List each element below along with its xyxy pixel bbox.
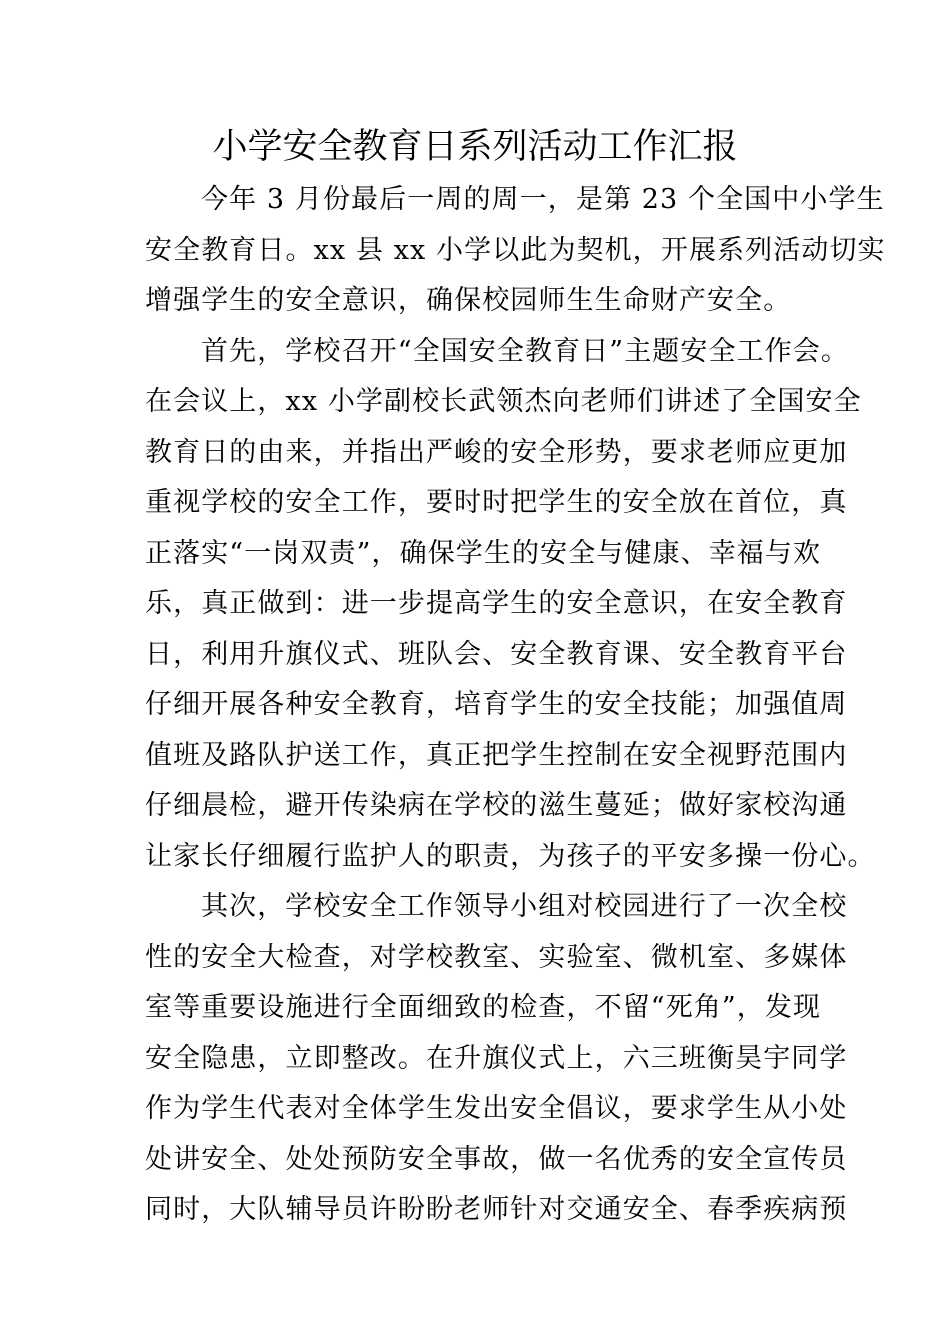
text-line: 今年 3 月份最后一周的周一，是第 23 个全国中小学生 bbox=[201, 184, 885, 215]
text-line: 首先，学校召开“全国安全教育日”主题安全工作会。 bbox=[201, 335, 850, 367]
text-line: 在会议上，xx 小学副校长武领杰向老师们讲述了全国安全 bbox=[145, 386, 862, 417]
text-line: 乐，真正做到：进一步提高学生的安全意识，在安全教育 bbox=[145, 588, 848, 619]
document-body bbox=[145, 175, 886, 1236]
text-line: 仔细开展各种安全教育，培育学生的安全技能；加强值周 bbox=[145, 689, 848, 720]
document-title: 小学安全教育日系列活动工作汇报 bbox=[212, 127, 738, 167]
text-line: 同时，大队辅导员许盼盼老师针对交通安全、春季疾病预 bbox=[145, 1194, 848, 1225]
text-line: 让家长仔细履行监护人的职责，为孩子的平安多操一份心。 bbox=[145, 840, 876, 872]
text-line: 性的安全大检查，对学校教室、实验室、微机室、多媒体 bbox=[145, 941, 848, 973]
text-line: 仔细晨检，避开传染病在学校的滋生蔓延；做好家校沟通 bbox=[145, 790, 848, 821]
text-line: 增强学生的安全意识，确保校园师生生命财产安全。 bbox=[145, 285, 792, 316]
text-line: 其次，学校安全工作领导小组对校园进行了一次全校 bbox=[201, 891, 848, 922]
text-line: 安全隐患，立即整改。在升旗仪式上，六三班衡昊宇同学 bbox=[145, 1042, 848, 1074]
text-line: 教育日的由来，并指出严峻的安全形势，要求老师应更加 bbox=[145, 436, 848, 468]
text-line: 安全教育日。xx 县 xx 小学以此为契机，开展系列活动切实 bbox=[145, 234, 886, 266]
text-line: 处讲安全、处处预防安全事故，做一名优秀的安全宣传员 bbox=[145, 1143, 848, 1175]
text-line: 日，利用升旗仪式、班队会、安全教育课、安全教育平台 bbox=[145, 638, 848, 670]
text-line: 正落实“一岗双责”，确保学生的安全与健康、幸福与欢 bbox=[145, 537, 822, 569]
text-line: 重视学校的安全工作，要时时把学生的安全放在首位，真 bbox=[145, 487, 848, 518]
text-line: 室等重要设施进行全面细致的检查，不留“死角”，发现 bbox=[145, 992, 822, 1023]
text-line: 值班及路队护送工作，真正把学生控制在安全视野范围内 bbox=[145, 739, 848, 771]
text-line: 作为学生代表对全体学生发出安全倡议，要求学生从小处 bbox=[145, 1093, 848, 1124]
